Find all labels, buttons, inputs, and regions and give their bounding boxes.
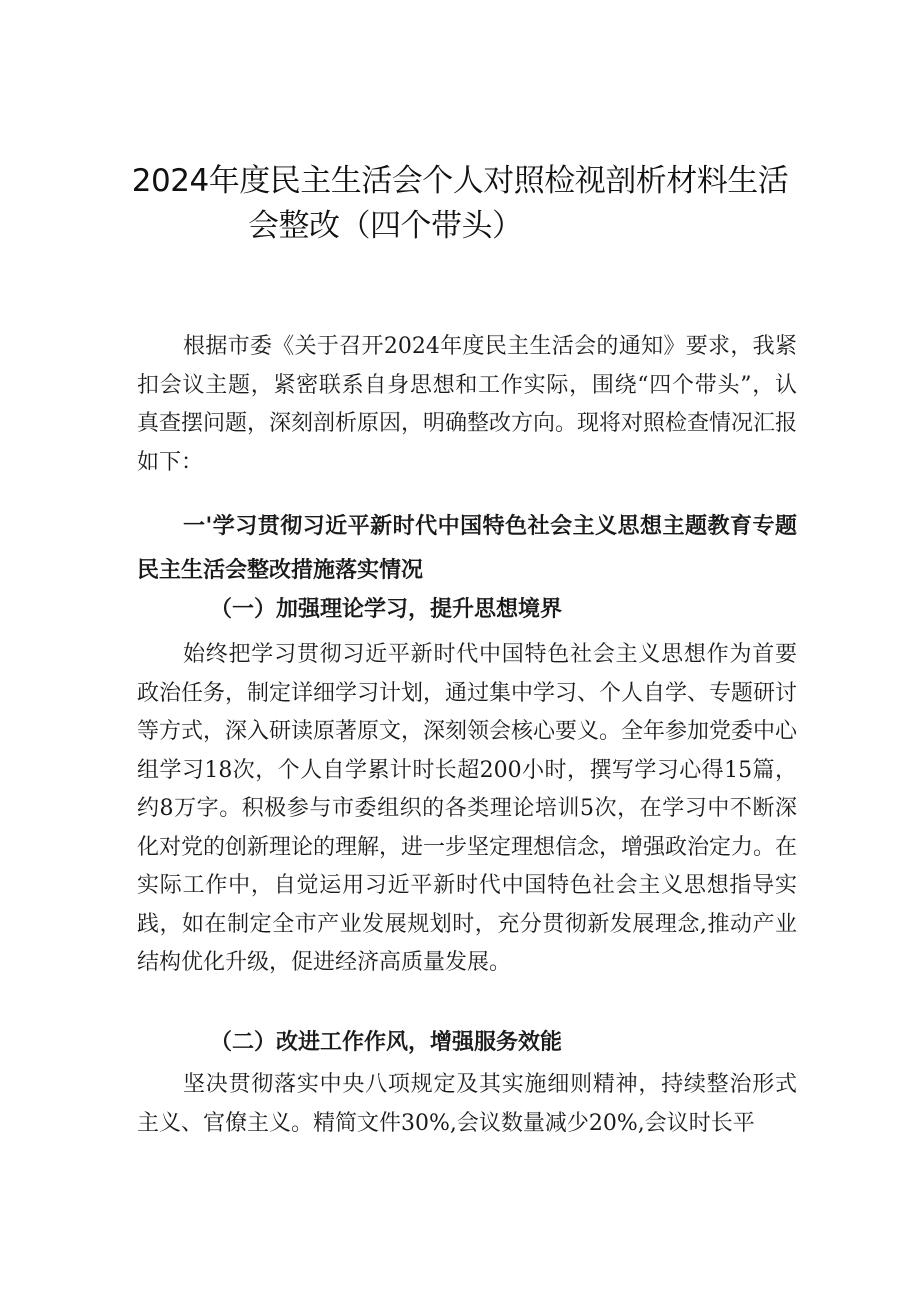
intro-paragraph: 根据市委《关于召开2024年度民主生活会的通知》要求，我紧扣会议主题，紧密联系自身思想和工作实际，围绕“四个带头”，认真查摆问题，深刻剖析原因，明确整改方向。现将对照检查情况汇报如下： bbox=[137, 334, 798, 475]
subsection-1-paragraph: 始终把学习贯彻习近平新时代中国特色社会主义思想作为首要政治任务，制定详细学习计划，通过集中学习、个人自学、专题研讨等方式，深入研读原著原文，深刻领会核心要义。全年参加党委中心组学习18次，个人自学累计时长超200小时，撰写学习心得15篇，约8万字。积极参与市委组织的各类理论培训5次，在学习中不断深化对党的创新理论的理解，进一步坚定理想信念，增强政治定力。在实际工作中，自觉运用习近平新时代中国特色社会主义思想指导实践，如在制定全市产业发展规划时，充分贯彻新发展理念,推动产业结构优化升级，促进经济高质量发展。 bbox=[137, 642, 798, 975]
document-title-line-1: 2024年度民主生活会个人对照检视剖析材料生活 bbox=[131, 163, 789, 199]
subsection-1-heading: （一）加强理论学习，提升思想境界 bbox=[210, 596, 563, 622]
subsection-2-heading: （二）改进工作作风，增强服务效能 bbox=[210, 1029, 563, 1055]
subsection-2-paragraph: 坚决贯彻落实中央八项规定及其实施细则精神，持续整治形式主义、官僚主义。精简文件30%,会议数量减少20%,会议时长平 bbox=[137, 1072, 797, 1136]
document-title-line-2: 会整改（四个带头） bbox=[248, 208, 523, 244]
section-1-heading: 一'学习贯彻习近平新时代中国特色社会主义思想主题教育专题民主生活会整改措施落实情况 bbox=[137, 513, 797, 583]
